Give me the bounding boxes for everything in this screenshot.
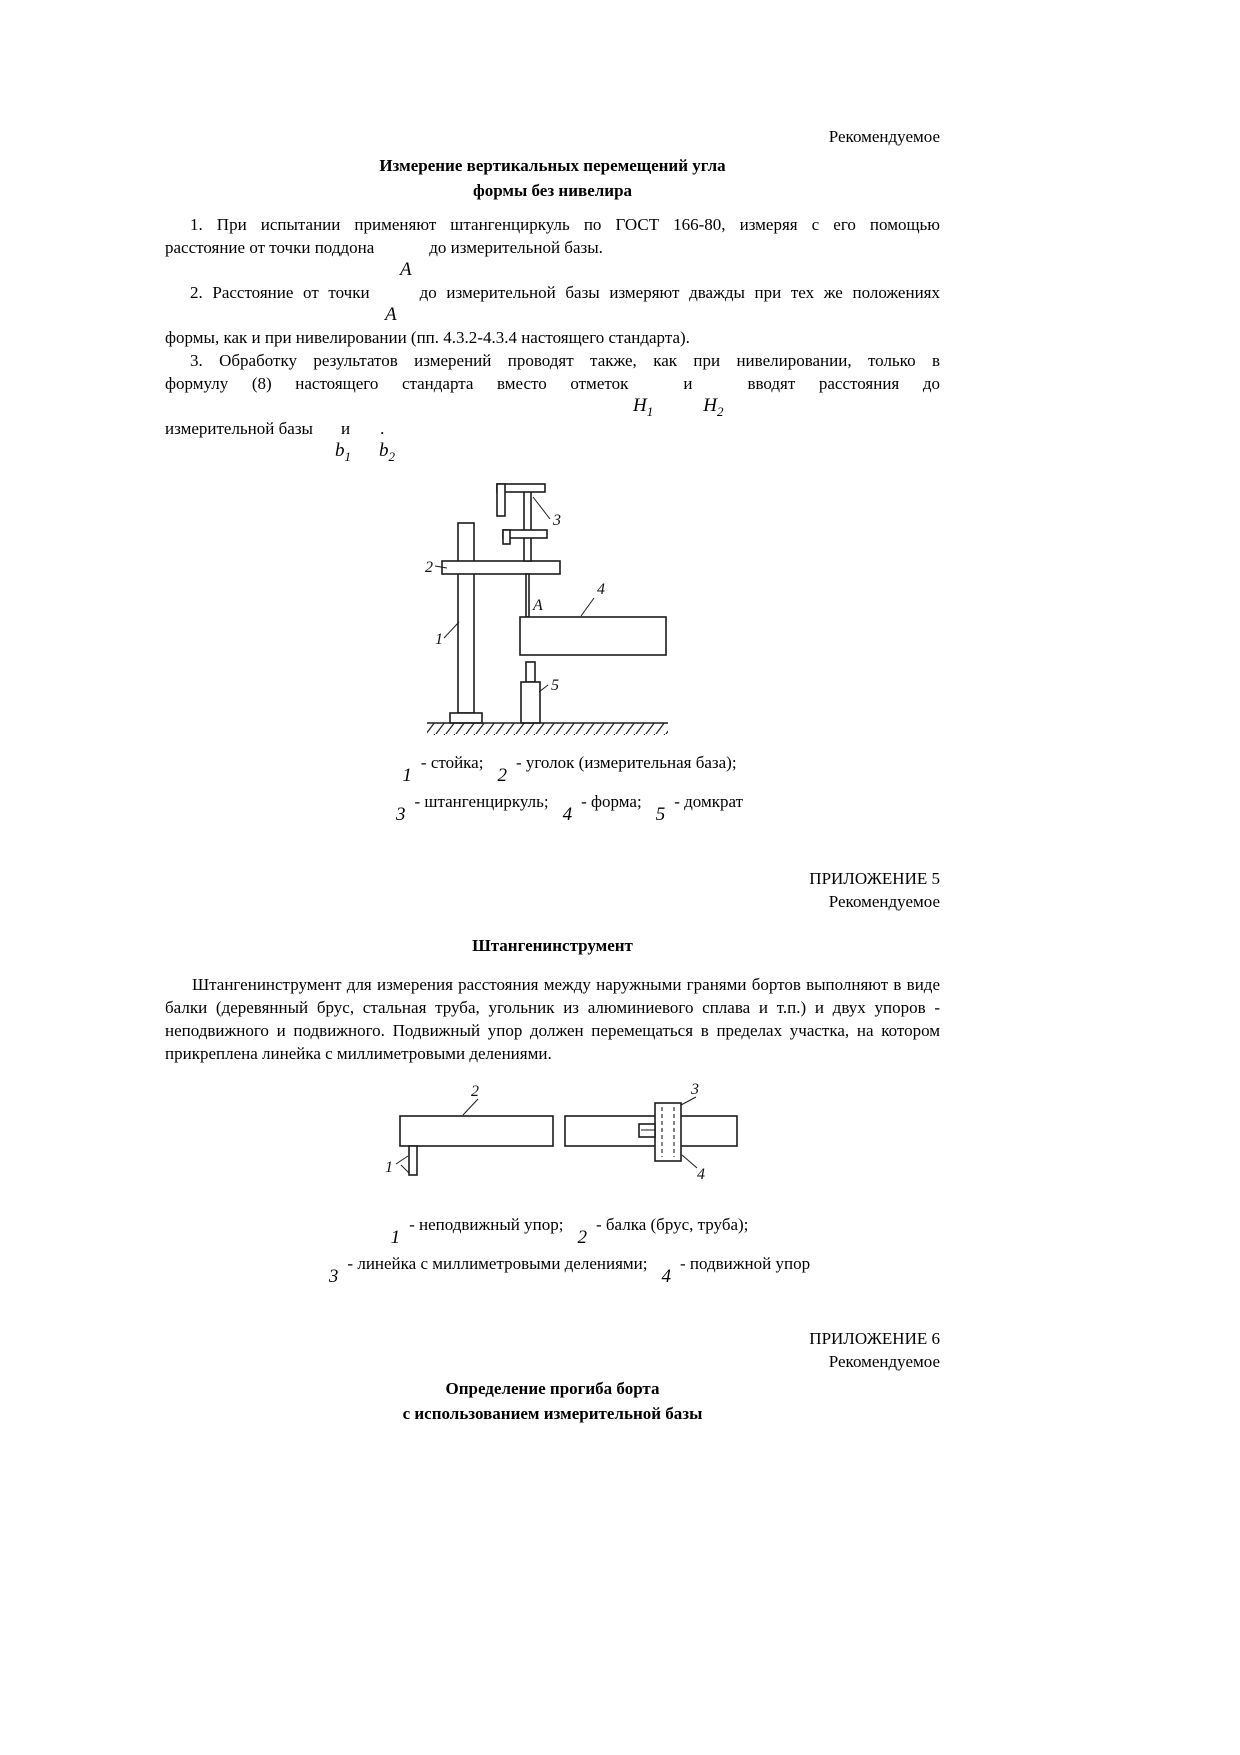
figure1-label-4: 4 <box>597 581 605 598</box>
legend-item-stand: 1- стойка; <box>402 753 484 786</box>
figure1-label-1: 1 <box>435 631 443 648</box>
symbol-A: А <box>385 304 397 325</box>
appendix5-label: ПРИЛОЖЕНИЕ 5 <box>809 869 940 888</box>
formula-A-1 <box>165 259 940 281</box>
angle-measuring-base <box>442 561 560 574</box>
figure1-legend-line1 <box>199 751 940 790</box>
paragraph-3-line3b: и <box>340 419 351 438</box>
paragraph-2-line2: формы, как и при нивелировании (пп. 4.3.2-4.3.4 настоящего стандарта). <box>165 328 690 347</box>
paragraph-2-line1a: 2. Расстояние от точки <box>190 283 370 302</box>
stand-column <box>450 523 482 723</box>
formula-b <box>165 440 940 462</box>
legend-item-fixed-stop: 1- неподвижный упор; <box>390 1215 564 1248</box>
symbol-b1: $b_1$ <box>335 440 351 464</box>
paragraph-3-line3a: измерительной базы <box>165 419 313 438</box>
paragraph-3-line2 <box>165 372 940 395</box>
figure2-legend-line2 <box>199 1252 940 1291</box>
figure1-drawing <box>405 470 745 740</box>
appendix6-label: ПРИЛОЖЕНИЕ 6 <box>809 1329 940 1348</box>
figure2-label-4: 4 <box>696 1166 705 1183</box>
recommended-note-top: Рекомендуемое <box>828 127 940 146</box>
legend-item-caliper: 3- штангенциркуль; <box>396 792 549 825</box>
figure2-label-1: 1 <box>384 1159 393 1176</box>
formula-A-2 <box>165 304 940 326</box>
figure1-label-2: 2 <box>425 559 433 576</box>
paragraph-3 <box>165 349 940 462</box>
beam-left <box>400 1116 553 1146</box>
figure-beam-gauge <box>165 1083 940 1193</box>
formula-gap <box>628 388 683 389</box>
appendix6-note: Рекомендуемое <box>828 1352 940 1371</box>
legend-item-jack: 5- домкрат <box>655 792 743 825</box>
appendix6-title-line2: с использованием измерительной базы <box>402 1404 703 1423</box>
formula-gap <box>374 252 429 253</box>
formula-gap <box>313 433 341 434</box>
formula-H <box>165 395 940 417</box>
paragraph-2 <box>165 281 940 349</box>
formula-gap <box>350 433 380 434</box>
figure-measurement-stand <box>165 470 940 745</box>
appendix6-title <box>165 1376 940 1426</box>
figure2-label-3: 3 <box>690 1083 699 1098</box>
formula-gap <box>370 297 420 298</box>
formula-gap <box>692 388 747 389</box>
figure2-legend <box>165 1213 940 1291</box>
paragraph-1-line2b: до измерительной базы. <box>429 238 603 257</box>
figure2-drawing <box>383 1083 748 1188</box>
appendix5-note: Рекомендуемое <box>828 892 940 911</box>
legend-item-beam: 2- балка (брус, труба); <box>577 1215 749 1248</box>
figure1-label-A: А <box>533 597 543 614</box>
formula-gap <box>351 455 379 456</box>
formula-gap <box>653 410 703 411</box>
paragraph-1-line2a: расстояние от точки поддона <box>165 238 375 257</box>
appendix5-title: Штангенинструмент <box>472 936 633 955</box>
paragraph-2-line1 <box>165 281 940 304</box>
symbol-A: А <box>400 259 412 280</box>
form-beam <box>520 617 666 655</box>
figure1-label-3: 3 <box>553 512 561 529</box>
paragraph-1 <box>165 213 940 281</box>
section1-title-line2: формы без нивелира <box>472 181 633 200</box>
paragraph-3-line2a: формулу (8) настоящего стандарта вместо отметок <box>165 374 629 393</box>
appendix6-title-line1: Определение прогиба борта <box>445 1379 660 1398</box>
paragraph-1-line2 <box>165 236 940 259</box>
ground-hatching <box>427 723 668 735</box>
symbol-H1: $Н_1$ <box>633 395 654 419</box>
document-content <box>165 0 940 1426</box>
paragraph-3-line3c: . <box>380 419 385 438</box>
paragraph-3-line3 <box>165 417 940 440</box>
paragraph-1-line1: 1. При испытании применяют штангенциркуль по ГОСТ 166-80, измеряя с его помощью <box>190 215 940 234</box>
legend-item-ruler: 3- линейка с миллиметровыми делениями; <box>328 1254 648 1287</box>
legend-item-form: 4- форма; <box>562 792 642 825</box>
appendix5-body: Штангенинструмент для измерения расстояния между наружными гранями бортов выполняют в виде балки (деревянный брус, стальная труба, угольник из алюминиевого сплава и т.п.) и двух упоров - неподвижного и подвижного. Подвижный упор должен перемещаться в пределах участка, на котором прикреплена линейка с миллиметровыми делениями. <box>165 975 940 1063</box>
paragraph-2-line1b: до измерительной базы измеряют дважды при тех же положениях <box>419 283 940 302</box>
section1-title <box>165 153 940 203</box>
jack <box>521 662 540 723</box>
paragraph-3-line2c: вводят расстояния до <box>747 374 940 393</box>
figure1-label-5: 5 <box>551 677 559 694</box>
section1-title-line1: Измерение вертикальных перемещений угла <box>379 156 726 175</box>
symbol-H2: $Н_2$ <box>703 395 724 419</box>
figure2-legend-line1 <box>199 1213 940 1252</box>
paragraph-3-line2b: и <box>683 374 693 393</box>
legend-item-angle: 2- уголок (измерительная база); <box>497 753 737 786</box>
figure2-label-2: 2 <box>470 1083 479 1100</box>
movable-stop <box>639 1103 681 1161</box>
paragraph-3-line1: 3. Обработку результатов измерений проводят также, как при нивелировании, только в <box>190 351 940 370</box>
fixed-stop <box>401 1146 417 1175</box>
symbol-b2: $b_2$ <box>379 440 395 464</box>
figure1-legend-line2 <box>199 790 940 829</box>
legend-item-movable-stop: 4- подвижной упор <box>661 1254 811 1287</box>
figure1-legend <box>165 751 940 829</box>
